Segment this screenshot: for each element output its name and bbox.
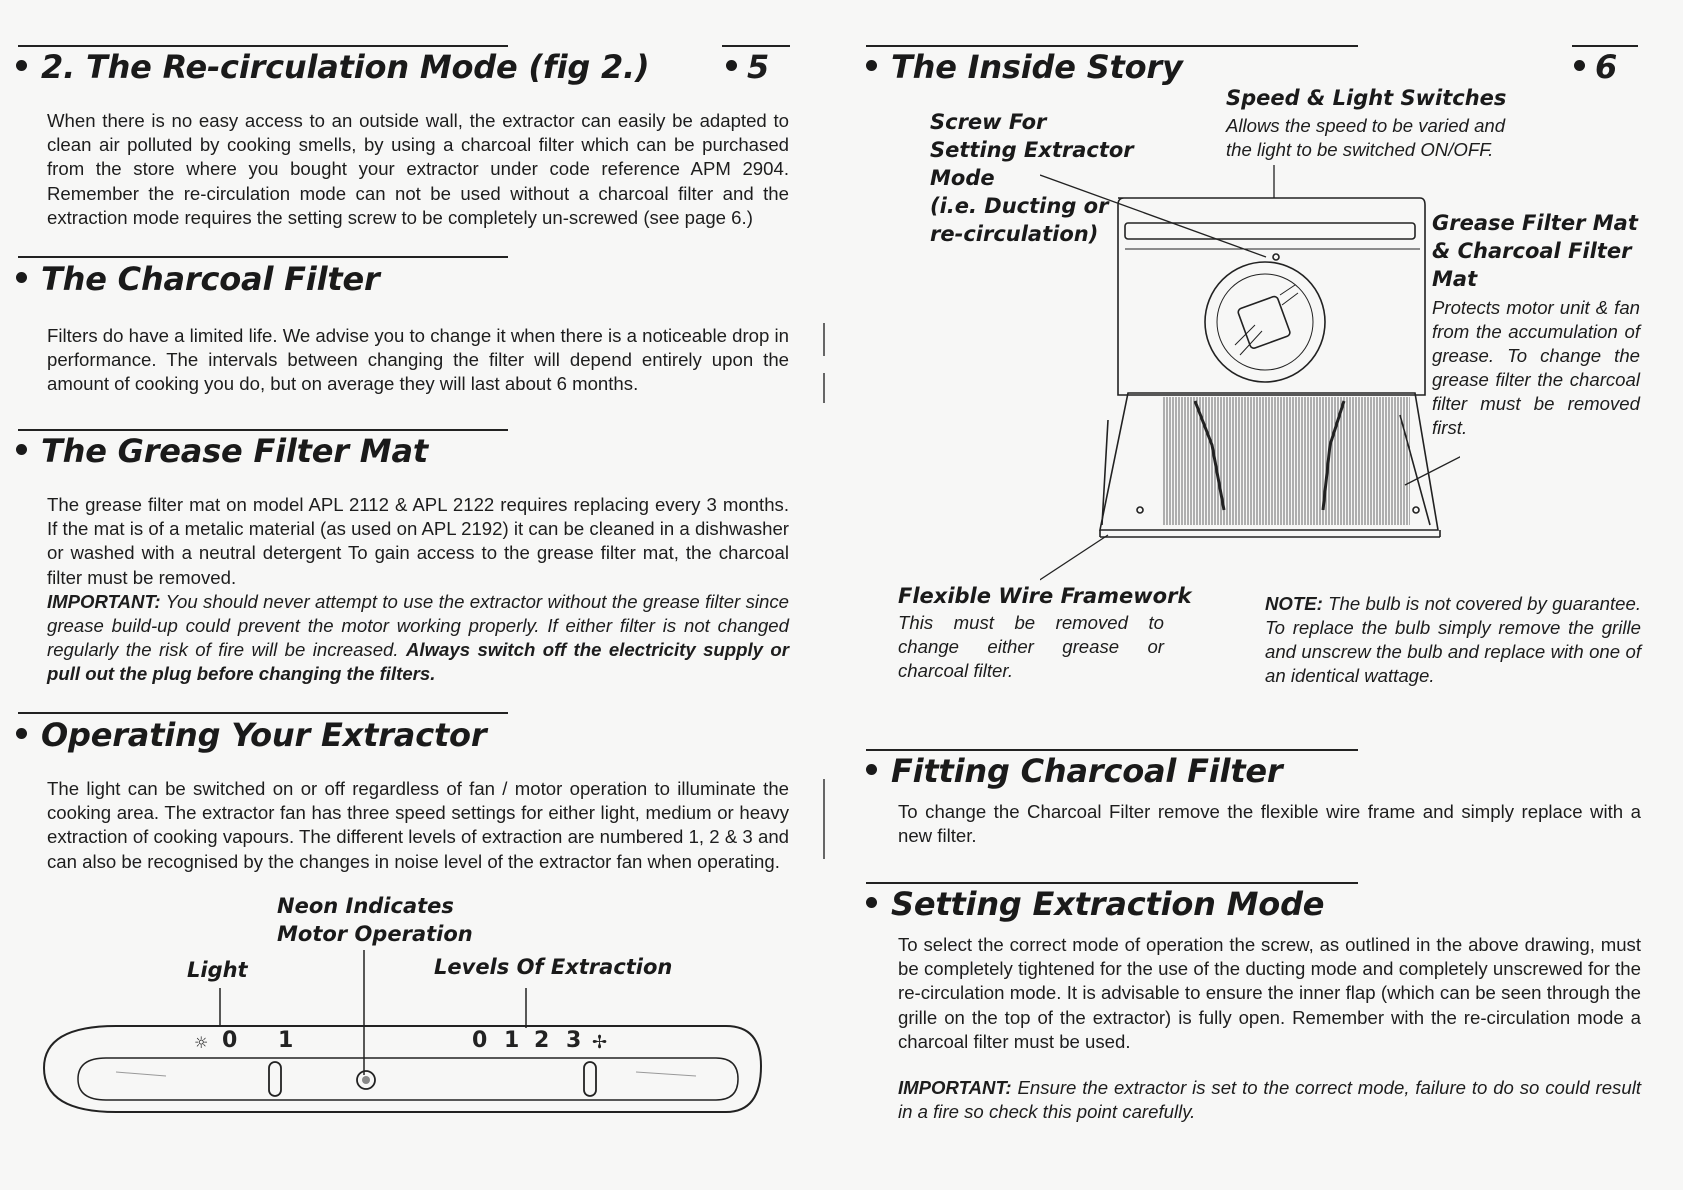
- fitting-body: To change the Charcoal Filter remove the flexible wire frame and simply replace with a new filter.: [898, 801, 1641, 847]
- bulb-icon: ☼: [194, 1033, 209, 1052]
- charcoal-filter-body: Filters do have a limited life. We advise you to change it when there is a noticeable drop in performance. The intervals between changing the filter will depend entirely upon the amount of cooking you do, but on average they will last about 6 months.: [47, 325, 789, 395]
- bullet-icon: [866, 60, 877, 71]
- control-panel-diagram: [36, 950, 766, 1130]
- switch-track: [78, 1058, 738, 1100]
- heading-rule: [18, 429, 508, 431]
- heading-rule: [866, 882, 1358, 884]
- heading-inside-story: The Inside Story: [866, 48, 1183, 86]
- setting-body: To select the correct mode of operation the screw, as outlined in the above drawing, must be completely tightened for the use of the ducting mode and completely unscrewed for the re-circulation mode. It is advisable to ensure the inner flap (which can be seen through the grille on the top of the extractor) is fully open. Remember with the re-circulation mode a charcoal filter must be used.: [898, 934, 1641, 1052]
- recirculation-body: When there is no easy access to an outside wall, the extractor can easily be adapted to clean air polluted by cooking smells, by using a charcoal filter which can be purchased from the store where you bought your extractor under code reference APM 2904. Remember the re-circulation mode can not be used without a charcoal filter and the extraction mode requires the setting screw to be completely un-screwed (see page 6.): [47, 110, 789, 228]
- binding-marks: [816, 774, 832, 864]
- speed-mark-3: 3: [566, 1028, 582, 1053]
- heading-rule: [866, 749, 1358, 751]
- wire-framework-title: Flexible Wire Framework: [898, 584, 1192, 608]
- grease-charcoal-title: Grease Filter Mat & Charcoal Filter Mat: [1432, 211, 1638, 291]
- motor-unit: [1205, 262, 1325, 382]
- heading-recirculation: 2. The Re-circulation Mode (fig 2.): [16, 48, 649, 86]
- bullet-icon: [16, 728, 27, 739]
- fan-icon: ✢: [592, 1032, 608, 1053]
- bullet-icon: [16, 272, 27, 283]
- switches-title: Speed & Light Switches: [1226, 86, 1507, 110]
- switches-text: Allows the speed to be varied and the light to be switched ON/OFF.: [1226, 115, 1506, 160]
- page-number-rule: [722, 45, 790, 47]
- heading-rule: [18, 712, 508, 714]
- heading-fitting-charcoal-filter: Fitting Charcoal Filter: [866, 752, 1283, 790]
- binding-marks: [816, 318, 832, 408]
- light-off-mark: 0: [222, 1028, 238, 1053]
- heading-rule: [18, 45, 508, 47]
- setting-important: IMPORTANT: Ensure the extractor is set to the correct mode, failure to do so could result in a fire so check this point carefully.: [898, 1077, 1641, 1123]
- control-panel-outline: [44, 1026, 761, 1112]
- speed-mark-0: 0: [472, 1028, 488, 1053]
- light-switch-knob[interactable]: [269, 1062, 281, 1096]
- screw-label: Screw For Setting Extractor Mode (i.e. Ducting or re-circulation): [930, 110, 1134, 246]
- bullet-icon: [866, 897, 877, 908]
- heading-grease-filter-mat: The Grease Filter Mat: [16, 432, 428, 470]
- bullet-icon: [16, 60, 27, 71]
- wire-framework-text: This must be removed to change either grease or charcoal filter.: [898, 612, 1164, 681]
- heading-rule: [18, 256, 508, 258]
- bullet-icon: [866, 764, 877, 775]
- bullet-icon: [16, 444, 27, 455]
- speed-mark-1: 1: [504, 1028, 520, 1053]
- grease-charcoal-text: Protects motor unit & fan from the accumulation of grease. To change the grease filter the charcoal filter must be removed first.: [1432, 297, 1640, 438]
- light-on-mark: 1: [278, 1028, 294, 1053]
- grease-filter-body: The grease filter mat on model APL 2112 & APL 2122 requires replacing every 3 months. If the mat is of a metalic material (as used on APL 2192) it can be cleaned in a dishwasher or washed with a neutral detergent To gain access to the grease filter mat, the charcoal filter must be removed. IMPORTANT: You should never attempt to use the extractor without the grease filter since grease build-up could prevent the motor working properly. If either filter is not changed regularly the risk of fire will be increased. Always switch off the electricity supply or pull out the plug before changing the filters.: [47, 494, 789, 685]
- bullet-icon: [1574, 60, 1585, 71]
- heading-setting-extraction-mode: Setting Extraction Mode: [866, 885, 1324, 923]
- operating-body: The light can be switched on or off regardless of fan / motor operation to illuminate the cooking area. The extractor fan has three speed settings for either light, medium or heavy extraction of cooking vapours. The different levels of extraction are numbered 1, 2 & 3 and can also be recognised by the changes in noise level of the extractor fan when operating.: [47, 778, 789, 872]
- light-label: Light: [187, 958, 248, 982]
- heading-charcoal-filter: The Charcoal Filter: [16, 260, 380, 298]
- speed-mark-2: 2: [534, 1028, 550, 1053]
- important-label: IMPORTANT:: [47, 590, 161, 612]
- neon-indicates-label: Neon Indicates Motor Operation: [277, 894, 473, 946]
- heading-rule: [866, 45, 1358, 47]
- speed-switch-knob[interactable]: [584, 1062, 596, 1096]
- extractor-diagram: [1040, 165, 1460, 585]
- page-number-5: 5: [726, 48, 769, 86]
- page-number-rule: [1572, 45, 1638, 47]
- bullet-icon: [726, 60, 737, 71]
- page-number-6: 6: [1574, 48, 1617, 86]
- bulb-note: NOTE: The bulb is not covered by guarantee. To replace the bulb simply remove the grille and unscrew the bulb and replace with one of an identical wattage.: [1265, 593, 1641, 686]
- levels-of-extraction-label: Levels Of Extraction: [434, 955, 673, 979]
- heading-operating-extractor: Operating Your Extractor: [16, 716, 486, 754]
